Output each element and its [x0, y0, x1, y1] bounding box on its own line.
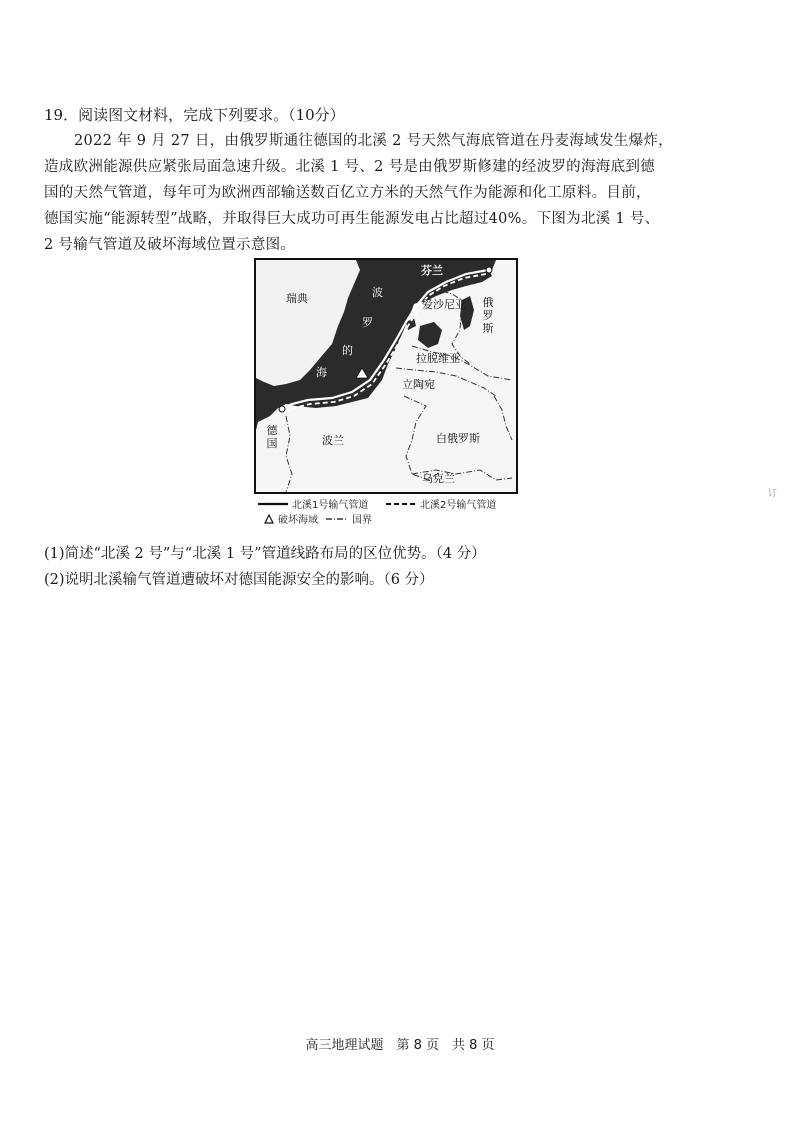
pipeline-end-russia: [486, 267, 492, 273]
label-lithuania: 立陶宛: [402, 378, 435, 391]
paragraph-line: 2022 年 9 月 27 日，由俄罗斯通往德国的北溪 2 号天然气海底管道在丹麦海域发生爆炸，: [74, 133, 673, 149]
sub-question-1: (1)简述“北溪 2 号”与“北溪 1 号”管道线路布局的区位优势。（4 分）: [44, 546, 486, 562]
sub-question-2: (2)说明北溪输气管道遭破坏对德国能源安全的影响。（6 分）: [44, 572, 434, 588]
border-line-icon: [326, 516, 348, 522]
border-line: [286, 416, 292, 492]
label-sweden: 瑞典: [286, 292, 308, 305]
legend-damage: [264, 511, 318, 526]
legend-ns1-label: 北溪1号输气管道: [292, 500, 369, 511]
paragraph-line: 造成欧洲能源供应紧张局面急速升级。北溪 1 号、2 号是由俄罗斯修建的经波罗的海海底到德: [44, 159, 655, 175]
legend-ns2: [386, 496, 496, 511]
legend-damage-label: 破坏海域: [278, 515, 318, 526]
question-title: 19．阅读图文材料，完成下列要求。（10分）: [44, 106, 345, 124]
label-belarus: 白俄罗斯: [436, 432, 480, 445]
label-baltic-1: 波: [372, 286, 383, 299]
legend-ns2-label: 北溪2号输气管道: [420, 500, 497, 511]
label-baltic-3: 的: [342, 344, 353, 357]
label-estonia: 爱沙尼亚: [422, 298, 466, 311]
pipeline-map-figure: [254, 258, 518, 526]
label-latvia: 拉脱维亚: [416, 352, 460, 365]
map-frame: [254, 258, 518, 494]
label-ukraine: 乌克兰: [422, 472, 455, 485]
triangle-icon: [264, 514, 274, 524]
binding-margin-mark: 订: [768, 489, 778, 499]
label-germany: 德国: [266, 424, 278, 450]
gulf-of-riga: [418, 322, 442, 348]
page-footer: 高三地理试题 第 8 页 共 8 页: [305, 1038, 495, 1053]
paragraph-line: 2 号输气管道及破坏海域位置示意图。: [44, 237, 296, 253]
solid-line-icon: [258, 501, 288, 507]
label-finland: 芬兰: [421, 264, 443, 277]
label-russia: 俄罗斯: [482, 296, 494, 335]
legend-border: [326, 511, 372, 526]
border-line: [404, 396, 440, 480]
legend-border-label: 国界: [352, 515, 372, 526]
paragraph-line: 德国实施“能源转型”战略，并取得巨大成功可再生能源发电占比超过40%。下图为北溪 1 号、: [44, 211, 660, 227]
legend-ns1: [258, 496, 368, 511]
label-baltic-2: 罗: [362, 316, 373, 329]
border-line: [494, 396, 512, 440]
dashed-line-icon: [386, 501, 416, 507]
paragraph-line: 国的天然气管道，每年可为欧洲西部输送数百亿立方米的天然气作为能源和化工原料。目前，: [44, 185, 651, 201]
label-poland: 波兰: [322, 434, 344, 447]
label-baltic-4: 海: [316, 366, 327, 379]
pipeline-end-germany: [279, 406, 285, 412]
question-paragraph: [44, 128, 754, 258]
